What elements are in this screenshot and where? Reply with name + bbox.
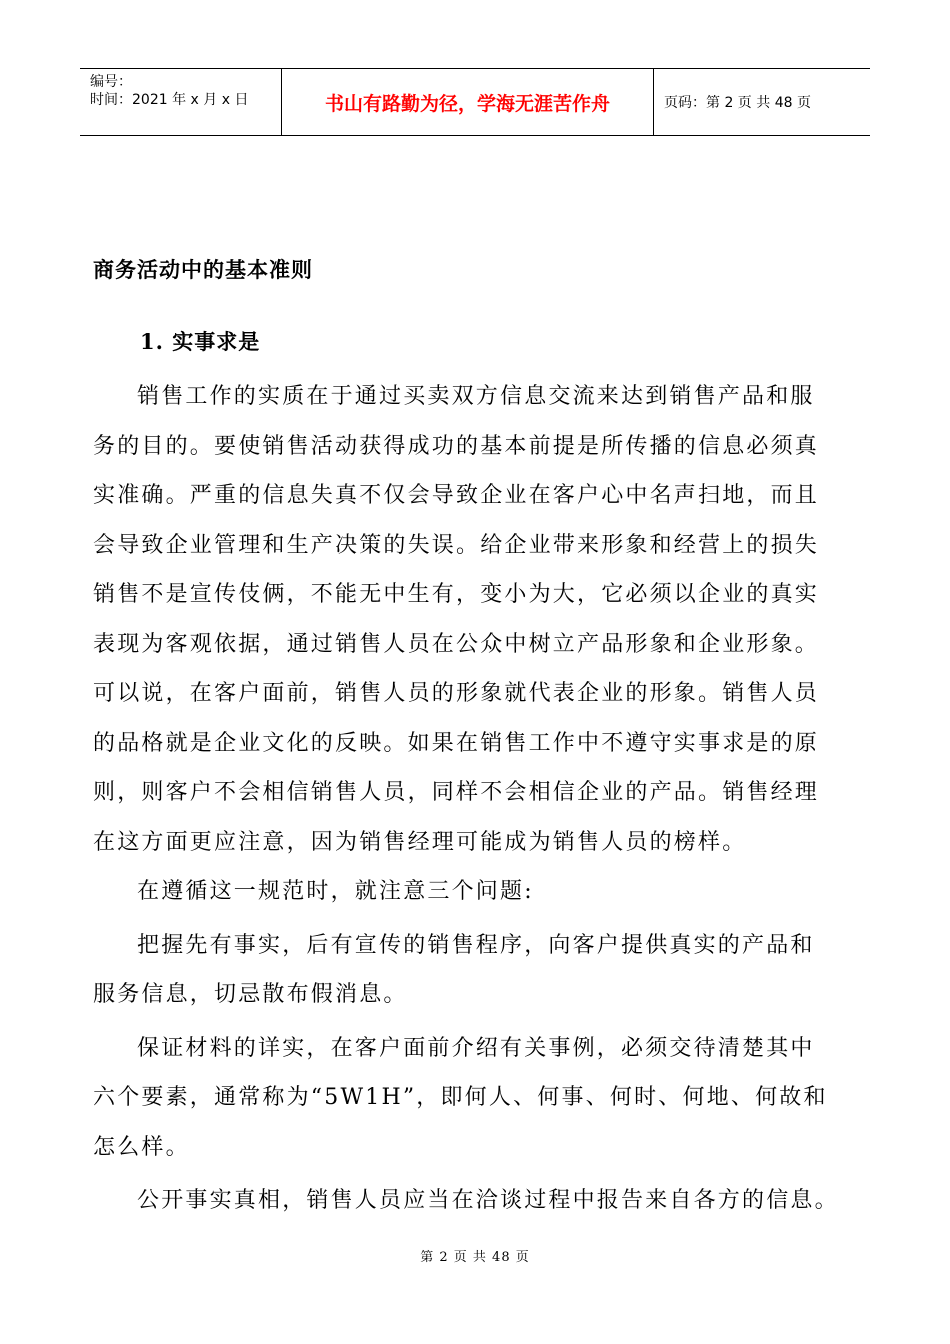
section-heading: 1. 实事求是 xyxy=(140,329,261,354)
paragraph-line: 销售工作的实质在于通过买卖双方信息交流来达到销售产品和服 xyxy=(137,384,815,409)
paragraph-line: 务的目的。要使销售活动获得成功的基本前提是所传播的信息必须真 xyxy=(93,433,820,459)
paragraph-line: 怎么样。 xyxy=(93,1134,190,1160)
paragraph-line: 保证材料的详实，在客户面前介绍有关事例，必须交待清楚其中 xyxy=(137,1035,815,1061)
document-body xyxy=(93,372,863,1226)
paragraph-line: 表现为客观依据，通过销售人员在公众中树立产品形象和企业形象。 xyxy=(93,631,820,657)
paragraph-4 xyxy=(93,1024,863,1173)
header-number-label: 编号： xyxy=(90,74,132,90)
header-page-label: 页码：第 2 页 共 48 页 xyxy=(664,95,811,111)
paragraph-line: 的品格就是企业文化的反映。如果在销售工作中不遵守实事求是的原 xyxy=(93,730,820,756)
paragraph-line: 可以说，在客户面前，销售人员的形象就代表企业的形象。销售人员 xyxy=(93,681,820,706)
page-footer: 第 2 页 共 48 页 xyxy=(420,1250,530,1265)
header-time-label: 时间：2021 年 x 月 x 日 xyxy=(90,92,249,108)
paragraph-line: 把握先有事实，后有宣传的销售程序，向客户提供真实的产品和 xyxy=(137,932,815,958)
document-header xyxy=(80,68,870,136)
header-motto: 书山有路勤为径，学海无涯苦作舟 xyxy=(282,69,654,135)
paragraph-line: 在这方面更应注意，因为销售经理可能成为销售人员的榜样。 xyxy=(93,829,747,855)
paragraph-1 xyxy=(93,372,863,867)
paragraph-5: 公开事实真相，销售人员应当在洽谈过程中报告来自各方的信息。 xyxy=(137,1188,839,1213)
paragraph-line: 销售不是宣传伎俩，不能无中生有，变小为大，它必须以企业的真实 xyxy=(93,582,820,607)
header-meta-cell xyxy=(80,69,282,135)
paragraph-line: 会导致企业管理和生产决策的失误。给企业带来形象和经营上的损失 xyxy=(93,532,820,558)
paragraph-line: 实准确。严重的信息失真不仅会导致企业在客户心中名声扫地，而且 xyxy=(93,483,820,508)
paragraph-line: 则，则客户不会相信销售人员，同样不会相信企业的产品。销售经理 xyxy=(93,780,820,805)
document-title: 商务活动中的基本准则 xyxy=(93,257,313,282)
paragraph-line: 服务信息，切忌散布假消息。 xyxy=(93,982,408,1007)
paragraph-3 xyxy=(93,921,863,1020)
paragraph-line: 六个要素，通常称为“5W1H”，即何人、何事、何时、何地、何故和 xyxy=(93,1085,828,1110)
paragraph-2: 在遵循这一规范时，就注意三个问题: xyxy=(137,879,534,904)
